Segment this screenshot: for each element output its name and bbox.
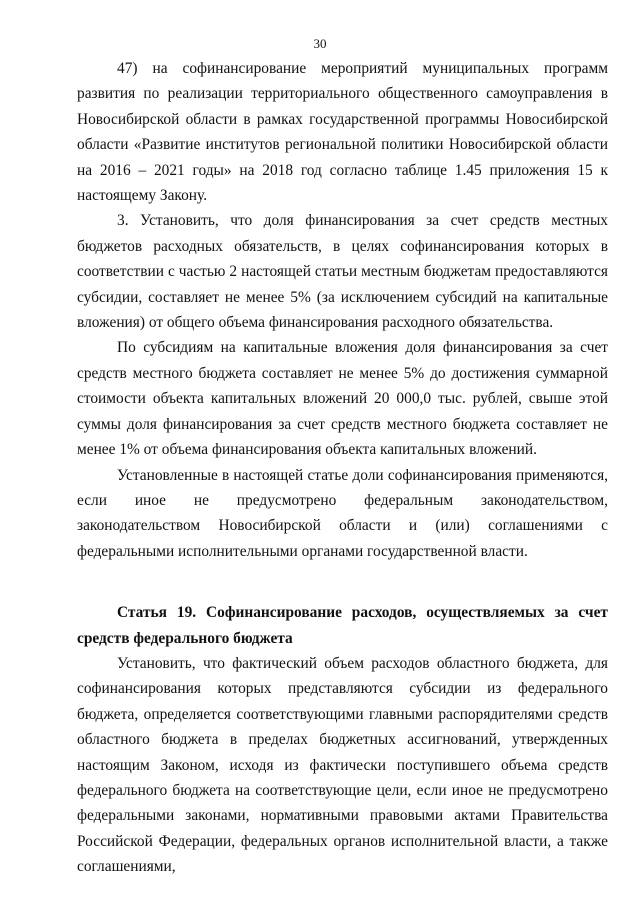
paragraph-item-47: 47) на софинансирование мероприятий муниципальных программ развития по реализации территориального общественного самоуправления в Новосибирской области в рамках государственной программы Новосибирской области «Развитие институтов региональной политики Новосибирской области на 2016 – 2021 годы» на 2018 год согласно таблице 1.45 приложения 15 к настоящему Закону. xyxy=(77,60,608,205)
paragraph-shares-apply: Установленные в настоящей статье доли софинансирования применяются, если иное не предусмотрено федеральным законодательством, законодательством Новосибирской области и (или) соглашениями с федеральными исполнительными органами государственной власти. xyxy=(77,466,608,560)
paragraph-article-19-text: Установить, что фактический объем расходов областного бюджета, для софинансирования которых представляются субсидии из федерального бюджета, определяется соответствующими главными распорядителями средств областного бюджета в пределах бюджетных ассигнований, утвержденных настоящим Законом, исходя из фактически поступившего объема средств федерального бюджета на соответствующие цели, если иное не предусмотрено федеральными законами, нормативными правовыми актами Правительства Российской Федерации, федеральных органов исполнительной власти, а также соглашениями, xyxy=(77,654,608,876)
document-body xyxy=(77,56,608,880)
article-19-heading: Статья 19. Софинансирование расходов, осуществляемых за счет средств федерального бюджета xyxy=(77,604,608,647)
paragraph-clause-3: 3. Установить, что доля финансирования за счет средств местных бюджетов расходных обязательств, в целях софинансирования которых в соответствии с частью 2 настоящей статьи местным бюджетам предоставляются субсидии, составляет не менее 5% (за исключением субсидий на капитальные вложения) от общего объема финансирования расходного обязательства. xyxy=(77,212,608,332)
page-number: 30 xyxy=(313,36,327,51)
paragraph-capital-investments: По субсидиям на капитальные вложения доля финансирования за счет средств местного бюджета составляет не менее 5% до достижения суммарной стоимости объекта капитальных вложений 20 000,0 тыс. рублей, свыше этой суммы доля финансирования за счет средств местного бюджета составляет не менее 1% от объема финансирования объекта капитальных вложений. xyxy=(77,339,608,459)
